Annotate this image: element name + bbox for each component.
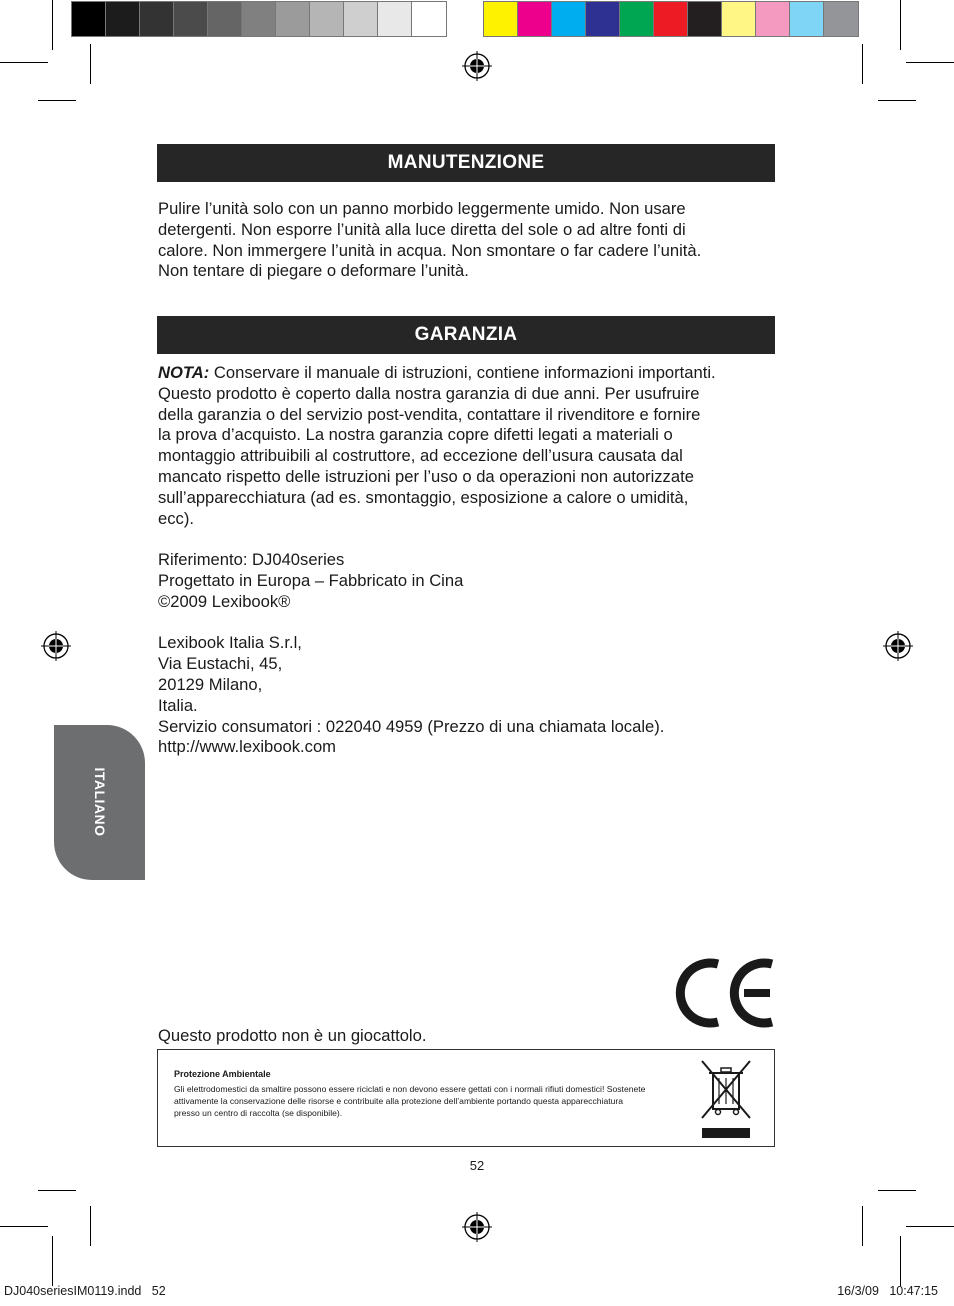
text-line: montaggio attribuibili al costruttore, ad eccezione dell’usura causata dal [158, 446, 683, 466]
garanzia-header [157, 316, 775, 354]
text-line: detergenti. Non esporre l’unità alla luce diretta del sole o ad altre fonti di [158, 219, 686, 239]
footer-filename: DJ040seriesIM0119.indd 52 [4, 1284, 166, 1298]
reference-line: Progettato in Europa – Fabbricato in Cina [158, 570, 464, 590]
text-line: ecc). [158, 508, 194, 528]
ce-mark-icon [674, 956, 776, 1030]
manutenzione-title: MANUTENZIONE [387, 152, 545, 173]
grayscale-color-bar [71, 1, 447, 37]
manutenzione-header [157, 144, 775, 182]
color-swatch [412, 2, 446, 36]
color-swatch [72, 2, 106, 36]
registration-mark-icon [40, 630, 72, 662]
text-line: la prova d’acquisto. La nostra garanzia copre difetti legati a materiali o [158, 425, 673, 445]
text-line: mancato rispetto delle istruzioni per l’uso o da operazioni non autorizzate [158, 466, 694, 486]
text-line: Non tentare di piegare o deformare l’unità. [158, 261, 469, 281]
environment-text [174, 1083, 694, 1119]
page-number: 52 [469, 1158, 485, 1173]
text-line: sull’apparecchiatura (ad es. smontaggio, esposizione a calore o umidità, [158, 487, 689, 507]
color-swatch [824, 2, 858, 36]
text-line: Pulire l’unità solo con un panno morbido leggermente umido. Non usare [158, 199, 686, 218]
color-swatch [310, 2, 344, 36]
crossed-bin-icon [698, 1058, 754, 1142]
color-swatch [518, 2, 552, 36]
address-line: 20129 Milano, [158, 674, 263, 694]
color-swatch [654, 2, 688, 36]
nota-text: Conservare il manuale di istruzioni, contiene informazioni importanti. [209, 363, 716, 382]
garanzia-title: GARANZIA [414, 324, 518, 345]
color-swatch [586, 2, 620, 36]
color-swatch [722, 2, 756, 36]
manutenzione-body [158, 199, 778, 282]
color-swatch [756, 2, 790, 36]
environment-title: Protezione Ambientale [174, 1069, 271, 1079]
color-swatch [276, 2, 310, 36]
text-line: presso un centro di raccolta (se disponibile). [174, 1108, 343, 1118]
language-label: ITALIANO [92, 767, 108, 837]
registration-mark-icon [882, 630, 914, 662]
address-line: Italia. [158, 695, 198, 715]
registration-mark-icon [461, 50, 493, 82]
color-swatch [174, 2, 208, 36]
color-swatch [208, 2, 242, 36]
text-line: Gli elettrodomestici da smaltire possono essere riciclati e non devono essere gettati con i normali rifiuti domestici! Sostenete [174, 1084, 646, 1094]
reference-line: ©2009 Lexibook® [158, 591, 291, 611]
address-line: Servizio consumatori : 022040 4959 (Prezzo di una chiamata locale). [158, 716, 665, 736]
process-color-bar [483, 1, 859, 37]
nota-line [158, 363, 778, 384]
footer-timestamp: 16/3/09 10:47:15 [837, 1284, 938, 1298]
registration-mark-icon [461, 1211, 493, 1243]
text-line: attivamente la conservazione delle risorse e contribuite alla protezione dell’ambiente portando questa apparecchiatura [174, 1096, 624, 1106]
address-line: Via Eustachi, 45, [158, 654, 283, 674]
nota-label: NOTA: [158, 363, 210, 382]
reference-line: Riferimento: DJ040series [158, 550, 345, 570]
website-link[interactable]: http://www.lexibook.com [158, 737, 336, 757]
toy-notice: Questo prodotto non è un giocattolo. [158, 1026, 427, 1045]
address-line: Lexibook Italia S.r.l, [158, 633, 302, 653]
color-swatch [620, 2, 654, 36]
environment-notice-box [157, 1049, 775, 1147]
color-swatch [140, 2, 174, 36]
color-swatch [790, 2, 824, 36]
color-swatch [344, 2, 378, 36]
text-line: della garanzia o del servizio post-vendita, contattare il rivenditore e fornire [158, 404, 701, 424]
color-swatch [242, 2, 276, 36]
color-swatch [484, 2, 518, 36]
text-line: calore. Non immergere l’unità in acqua. Non smontare o far cadere l’unità. [158, 240, 702, 260]
text-line: Questo prodotto è coperto dalla nostra garanzia di due anni. Per usufruire [158, 383, 700, 403]
garanzia-body [158, 363, 778, 758]
color-swatch [688, 2, 722, 36]
color-swatch [552, 2, 586, 36]
color-swatch [106, 2, 140, 36]
color-swatch [378, 2, 412, 36]
